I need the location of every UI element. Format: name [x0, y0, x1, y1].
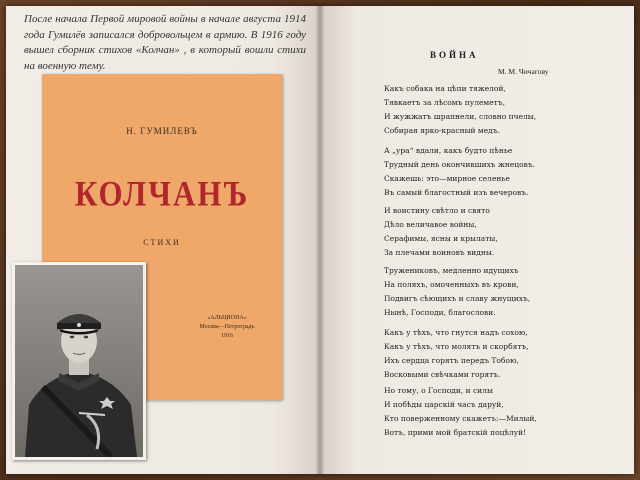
- cover-subtitle: СТИХИ: [143, 238, 181, 247]
- poem-line: Какъ у тѣхъ, что молятъ и скорбятъ,: [384, 342, 529, 351]
- poem-line: А „ура“ вдали, какъ будто пѣнье: [384, 146, 513, 155]
- poem-line: Подвигъ сѣющихъ и славу жнущихъ,: [384, 294, 531, 303]
- poem-line: За плечами воиновъ видны.: [384, 248, 495, 257]
- poem-line: Тружениковъ, медленно идущихъ: [384, 266, 519, 275]
- poem-line: Какъ у тѣхъ, что гнутся надъ сохою,: [384, 328, 528, 337]
- intro-text: После начала Первой мировой войны в начале августа 1914 года Гумилёв записался добровольцем в армию. В 1916 году вышел сборник стихов «Колчан» , в который вошли стихи на военную тему.: [24, 13, 306, 72]
- poem-stanza: [384, 144, 535, 200]
- poem-title: ВОЙНА: [430, 50, 479, 60]
- cover-publisher: [192, 314, 262, 341]
- poem-line: Восковыми свѣчками горятъ.: [384, 370, 501, 379]
- poem-line: Скажешь: это—мирное селенье: [384, 174, 510, 183]
- poem-dedication: М. М. Чичагову: [498, 67, 549, 76]
- soldier-portrait-photo: [12, 262, 146, 460]
- poem-line: Какъ собака на цѣпи тяжелой,: [384, 84, 506, 93]
- poem-line: И побѣды царскiй часъ даруй,: [384, 400, 504, 409]
- poem-stanza: [384, 204, 498, 260]
- poem-stanza: [384, 82, 536, 138]
- cover-author: Н. ГУМИЛЕВЪ: [126, 126, 198, 136]
- poem-line: Серафимы, ясны и крылаты,: [384, 234, 498, 243]
- cover-publisher-line: «АЛЬЦИОНА»: [207, 315, 247, 321]
- poem-stanza: [384, 326, 529, 382]
- poem-line: Но тому, о Господи, и силы: [384, 386, 493, 395]
- poem-line: Въ самый благостный изъ вечеровъ.: [384, 188, 529, 197]
- cover-title: КОЛЧАНЪ: [74, 173, 250, 214]
- poem-line: Кто поверженному скажетъ:—Милый,: [384, 414, 537, 423]
- poem-line: На поляхъ, омоченныхъ въ крови,: [384, 280, 519, 289]
- poem-line: Вотъ, прими мой братскiй поцѣлуй!: [384, 428, 527, 437]
- cover-publisher-line: Москва—Петроградъ: [199, 324, 255, 330]
- poem-line: Тявкаетъ за лѣсомъ пулеметъ,: [384, 98, 505, 107]
- poem-line: И воистину свѣтло и свято: [384, 206, 490, 215]
- book-spine: [316, 6, 324, 474]
- poem-line: Собирая ярко-красный медъ.: [384, 126, 500, 135]
- poem-line: Ихъ сердца горятъ передъ Тобою,: [384, 356, 519, 365]
- poem-line: Нынѣ, Господи, благослови.: [384, 308, 496, 317]
- poem-line: Трудный день окончившихъ жнецовъ.: [384, 160, 536, 169]
- poem-stanza: [384, 264, 530, 320]
- portrait-image: [15, 265, 143, 457]
- poem-stanza: [384, 384, 537, 440]
- poem-line: Дѣло величавое войны,: [384, 220, 477, 229]
- poem-line: И жужжатъ шрапнели, словно пчелы,: [384, 112, 537, 121]
- cover-publisher-line: 1916: [221, 333, 233, 339]
